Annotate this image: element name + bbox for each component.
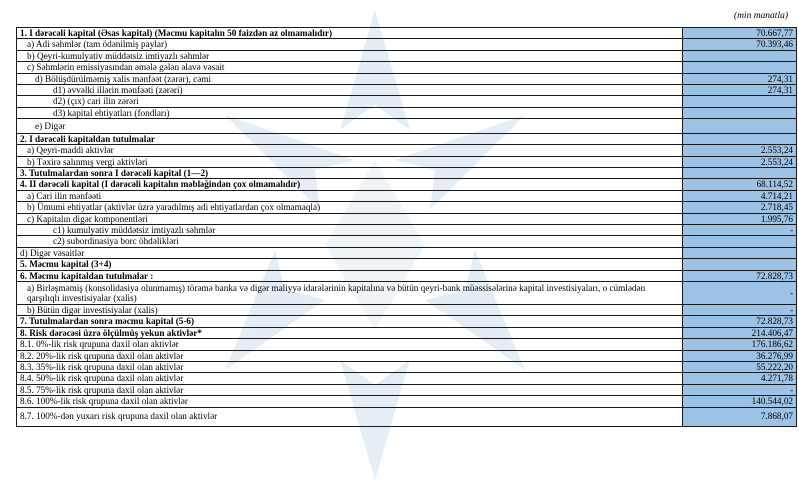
table-row xyxy=(17,119,797,134)
row-value: - xyxy=(683,282,797,305)
row-value: 2.553,24 xyxy=(683,156,797,167)
row-value xyxy=(683,247,797,258)
table-row xyxy=(17,339,797,350)
row-label: 8.4. 50%-lik risk qrupuna daxil olan aktivlər xyxy=(17,373,683,384)
table-row xyxy=(17,167,797,178)
row-label: 2. I dərəcəli kapitaldan tutulmalar xyxy=(17,133,683,144)
row-label: d3) kapital ehtiyatları (fondları) xyxy=(17,107,683,118)
table-row xyxy=(17,350,797,361)
row-value xyxy=(683,167,797,178)
row-value xyxy=(683,62,797,73)
table-row xyxy=(17,73,797,84)
table-row xyxy=(17,407,797,426)
row-value: 70.393,46 xyxy=(683,39,797,50)
table-row xyxy=(17,145,797,156)
row-value: 7.868,07 xyxy=(683,407,797,426)
table-row xyxy=(17,373,797,384)
row-value: 72.828,73 xyxy=(683,316,797,327)
row-value xyxy=(683,236,797,247)
table-row xyxy=(17,362,797,373)
table-row xyxy=(17,85,797,96)
table-row xyxy=(17,28,797,39)
table-row xyxy=(17,247,797,258)
unit-label: (min manatla) xyxy=(733,11,788,21)
row-label: 8.7. 100%-dən yuxarı risk qrupuna daxil olan aktivlər xyxy=(17,407,683,426)
table-row xyxy=(17,96,797,107)
table-row xyxy=(17,62,797,73)
row-label: c2) subordinasiya borc öhdəlikləri xyxy=(17,236,683,247)
row-value: 55.222,20 xyxy=(683,362,797,373)
row-value: 176.186,62 xyxy=(683,339,797,350)
row-label: 8.6. 100%-lik risk qrupuna daxil olan aktivlər xyxy=(17,396,683,407)
row-value xyxy=(683,133,797,144)
table-row xyxy=(17,213,797,224)
row-label: 3. Tutulmalardan sonra I dərəcəli kapital (1—2) xyxy=(17,167,683,178)
row-label: a) Birləşməmiş (konsolidasiya olunmamış) törəmə banka və digər maliyyə idarələrinin kapitalına və bütün qeyri-bank müəssisələrinə kapital investisiyaları, o cümlədən qarşılıqlı investisiyalar (xalis) xyxy=(17,282,683,305)
row-value: 4.271,78 xyxy=(683,373,797,384)
row-value xyxy=(683,119,797,134)
row-label: c) Kapitalın digər komponentləri xyxy=(17,213,683,224)
row-value: 70.667,77 xyxy=(683,28,797,39)
row-label: 7. Tutulmalardan sonra məcmu kapital (5-6) xyxy=(17,316,683,327)
row-label: 8. Risk dərəcəsi üzrə ölçülmüş yekun aktivlər* xyxy=(17,327,683,338)
table-row xyxy=(17,259,797,270)
row-label: 8.3. 35%-lik risk qrupuna daxil olan aktivlər xyxy=(17,362,683,373)
row-value: 140.544,02 xyxy=(683,396,797,407)
table-row xyxy=(17,282,797,305)
table-row xyxy=(17,270,797,281)
row-label: b) Qeyri-kumulyativ müddətsiz imtiyazlı səhmlər xyxy=(17,50,683,61)
row-value: 2.553,24 xyxy=(683,145,797,156)
row-label: a) Adi səhmlər (tam ödənilmiş paylar) xyxy=(17,39,683,50)
table-row xyxy=(17,39,797,50)
table-row xyxy=(17,327,797,338)
row-label: b) Ümumi ehtiyatlar (aktivlər üzrə yaradılmış adi ehtiyatlardan çox olmamaqla) xyxy=(17,202,683,213)
capital-adequacy-table xyxy=(16,27,797,427)
row-label: a) Qeyri-maddi aktivlər xyxy=(17,145,683,156)
row-value: - xyxy=(683,384,797,395)
row-value xyxy=(683,259,797,270)
row-label: 1. I dərəcəli kapital (Əsas kapital) (Məcmu kapitalın 50 faizdən az olmamalıdır) xyxy=(17,28,683,39)
row-label: d) Digər vəsaitlər xyxy=(17,247,683,258)
table-row xyxy=(17,316,797,327)
row-label: c1) kumulyativ müddətsiz imtiyazlı səhmlər xyxy=(17,225,683,236)
row-label: 8.1. 0%-lik risk qrupuna daxil olan aktivlər xyxy=(17,339,683,350)
row-value xyxy=(683,96,797,107)
row-value: 274,31 xyxy=(683,85,797,96)
table-row xyxy=(17,50,797,61)
row-label: 5. Məcmu kapital (3+4) xyxy=(17,259,683,270)
row-label: d1) əvvəlki illərin mənfəəti (zərəri) xyxy=(17,85,683,96)
row-value: - xyxy=(683,305,797,316)
row-value xyxy=(683,107,797,118)
table-row xyxy=(17,156,797,167)
table-row xyxy=(17,225,797,236)
row-label: d2) (çıx) cari ilin zərəri xyxy=(17,96,683,107)
row-value: 36.276,99 xyxy=(683,350,797,361)
table-row xyxy=(17,190,797,201)
row-label: 8.5. 75%-lik risk qrupuna daxil olan aktivlər xyxy=(17,384,683,395)
row-label: 4. II dərəcəli kapital (I dərəcəli kapitalın məbləğindən çox olmamalıdır) xyxy=(17,179,683,190)
row-value: 214.406,47 xyxy=(683,327,797,338)
table-row xyxy=(17,179,797,190)
row-label: b) Təxirə salınmış vergi aktivləri xyxy=(17,156,683,167)
row-value: 4.714,21 xyxy=(683,190,797,201)
row-value: 72.828,73 xyxy=(683,270,797,281)
row-label: c) Səhmlərin emissiyasından əmələ gələn əlavə vəsait xyxy=(17,62,683,73)
row-label: a) Cari ilin mənfəəti xyxy=(17,190,683,201)
row-value: 274,31 xyxy=(683,73,797,84)
row-value: 68.114,52 xyxy=(683,179,797,190)
table-row xyxy=(17,236,797,247)
row-label: d) Bölüşdürülməmiş xalis mənfəət (zərər), cəmi xyxy=(17,73,683,84)
row-label: 8.2. 20%-lik risk qrupuna daxil olan aktivlər xyxy=(17,350,683,361)
table-row xyxy=(17,305,797,316)
row-value xyxy=(683,50,797,61)
row-label: e) Digər xyxy=(17,119,683,134)
table-row xyxy=(17,107,797,118)
table-row xyxy=(17,202,797,213)
row-value: 2.718,45 xyxy=(683,202,797,213)
row-label: b) Bütün digər investisiyalar (xalis) xyxy=(17,305,683,316)
table-row xyxy=(17,133,797,144)
table-row xyxy=(17,396,797,407)
table-row xyxy=(17,384,797,395)
row-value: 1.995,76 xyxy=(683,213,797,224)
row-label: 6. Məcmu kapitaldan tutulmalar : xyxy=(17,270,683,281)
row-value: - xyxy=(683,225,797,236)
